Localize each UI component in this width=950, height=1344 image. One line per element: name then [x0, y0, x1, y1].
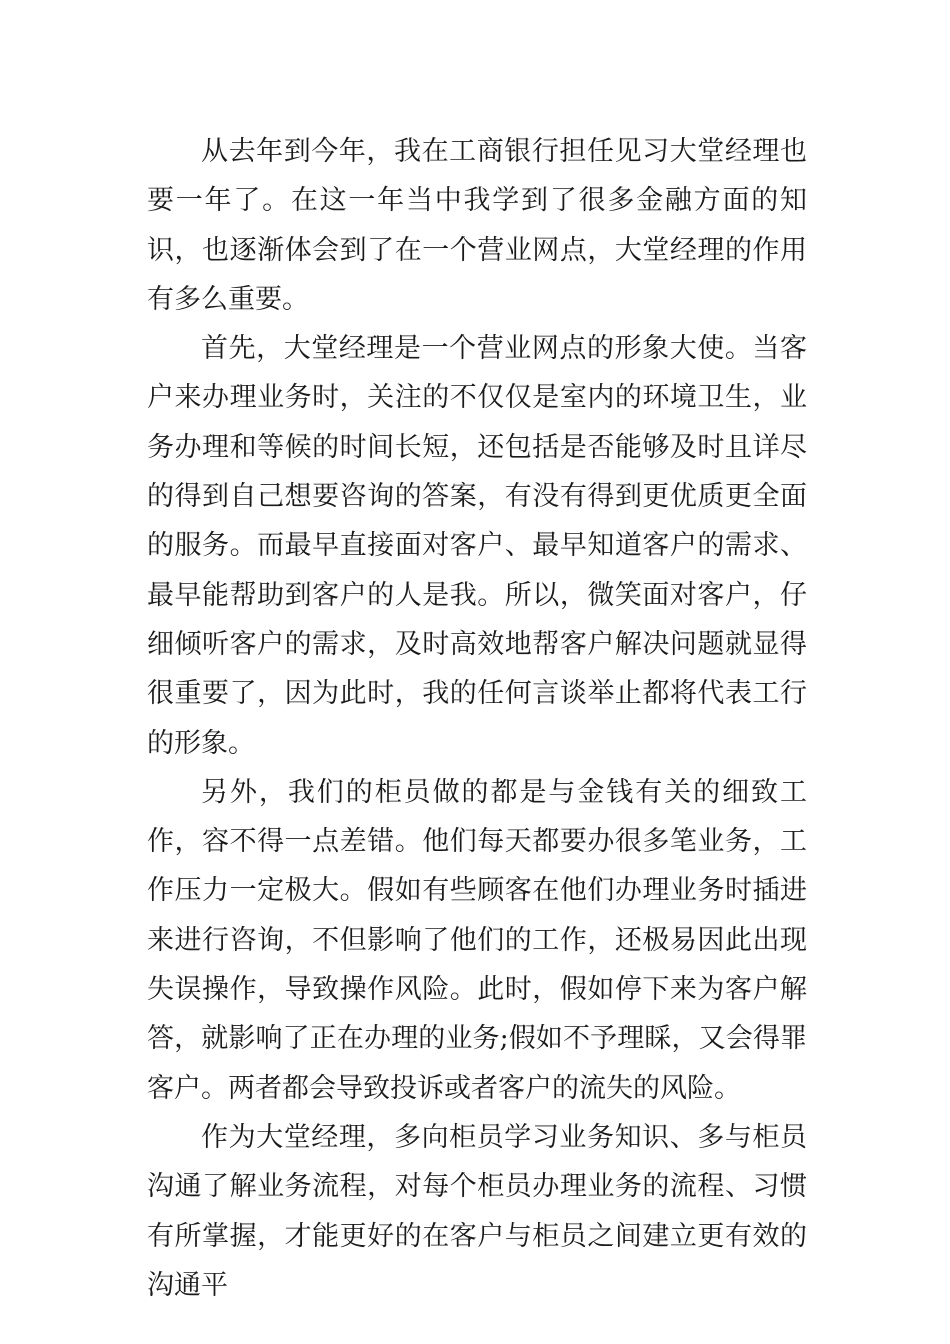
paragraph-2: 首先，大堂经理是一个营业网点的形象大使。当客户来办理业务时，关注的不仅仅是室内的环境卫生，业务办理和等候的时间长短，还包括是否能够及时且详尽的得到自己想要咨询的答案，有没有得到更优质更全面的服务。而最早直接面对客户、最早知道客户的需求、最早能帮助到客户的人是我。所以，微笑面对客户，仔细倾听客户的需求，及时高效地帮客户解决问题就显得很重要了，因为此时，我的任何言谈举止都将代表工行的形象。	[147, 333, 807, 759]
paragraph-4: 作为大堂经理，多向柜员学习业务知识、多与柜员沟通了解业务流程，对每个柜员办理业务的流程、习惯有所掌握，才能更好的在客户与柜员之间建立更有效的沟通平	[147, 1121, 807, 1301]
paragraph-1: 从去年到今年，我在工商银行担任见习大堂经理也要一年了。在这一年当中我学到了很多金融方面的知识，也逐渐体会到了在一个营业网点，大堂经理的作用有多么重要。	[147, 136, 807, 315]
document-body	[147, 127, 807, 1310]
paragraph-3: 另外，我们的柜员做的都是与金钱有关的细致工作，容不得一点差错。他们每天都要办很多笔业务，工作压力一定极大。假如有些顾客在他们办理业务时插进来进行咨询，不但影响了他们的工作，还极易因此出现失误操作，导致操作风险。此时，假如停下来为客户解答，就影响了正在办理的业务;假如不予理睬，又会得罪客户。两者都会导致投诉或者客户的流失的风险。	[147, 776, 807, 1104]
